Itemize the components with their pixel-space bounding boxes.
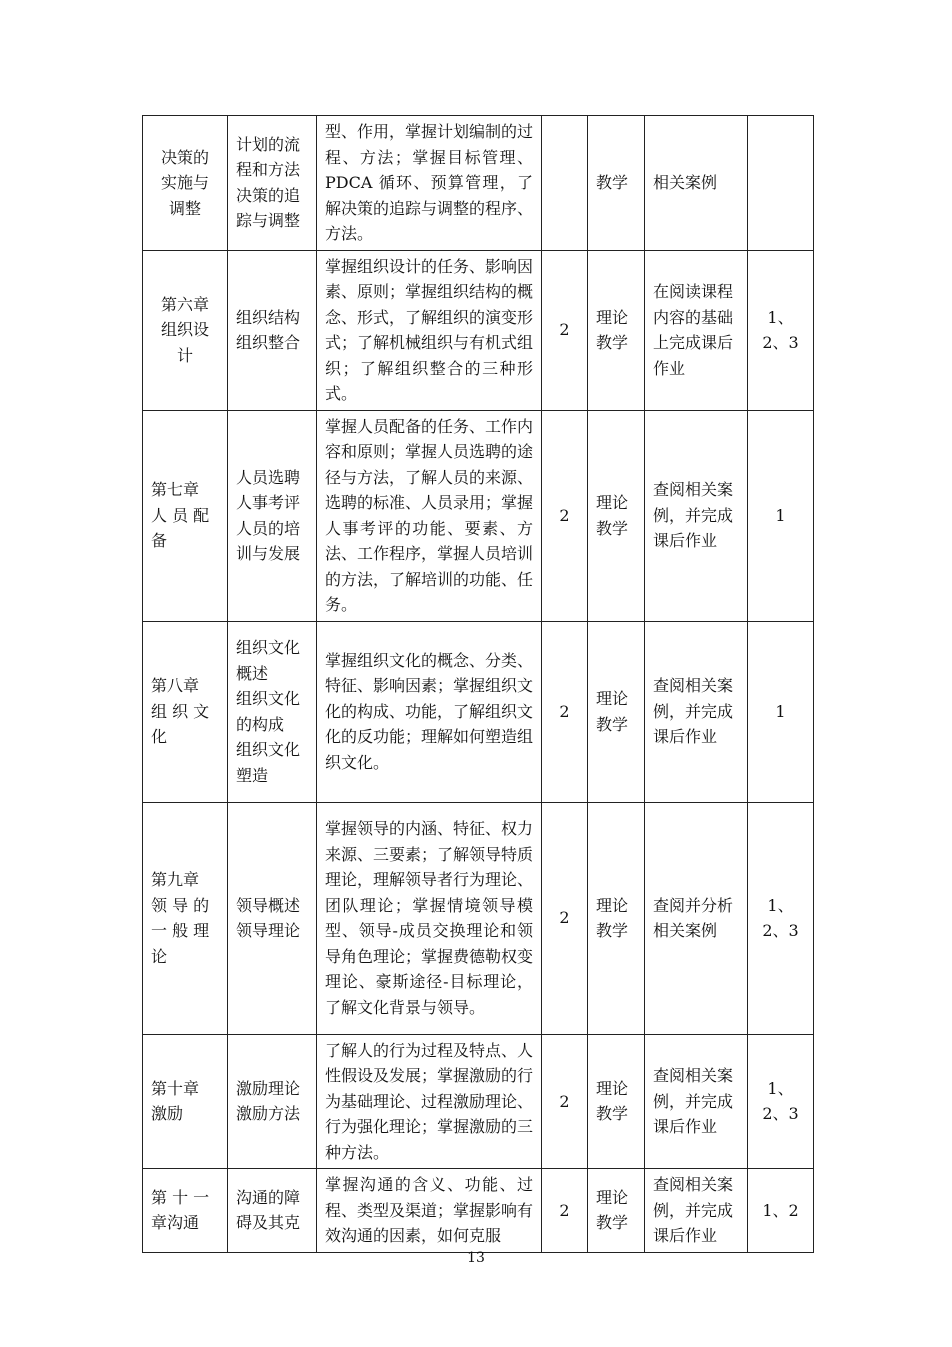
requirement-cell: 掌握人员配备的任务、工作内容和原则；掌握人员选聘的途径与方法，了解人员的来源、选聘的标准、人员录用；掌握人事考评的功能、要素、方法、工作程序，掌握人员培训的方法，了解培训的功能、任务。 <box>317 410 542 621</box>
chapter-cell: 第六章 组织设 计 <box>143 250 228 410</box>
chapter-cell: 第八章 组 织 文 化 <box>143 621 228 802</box>
hours-cell: 2 <box>542 410 588 621</box>
assignment-cell: 查阅相关案 例，并完成 课后作业 <box>645 621 748 802</box>
hours-cell: 2 <box>542 250 588 410</box>
objective-cell <box>748 116 814 251</box>
hours-cell <box>542 116 588 251</box>
topics-cell: 沟通的障 碍及其克 <box>228 1169 317 1253</box>
table-row <box>143 1169 814 1253</box>
requirement-cell: 了解人的行为过程及特点、人性假设及发展；掌握激励的行为基础理论、过程激励理论、行为强化理论；掌握激励的三种方法。 <box>317 1034 542 1169</box>
chapter-cell: 决策的 实施与 调整 <box>143 116 228 251</box>
requirement-cell: 掌握组织文化的概念、分类、特征、影响因素；掌握组织文化的构成、功能，了解组织文化的反功能；理解如何塑造组织文化。 <box>317 621 542 802</box>
chapter-cell: 第十章 激励 <box>143 1034 228 1169</box>
table-row <box>143 802 814 1034</box>
assignment-cell: 在阅读课程 内容的基础 上完成课后 作业 <box>645 250 748 410</box>
hours-cell: 2 <box>542 802 588 1034</box>
method-cell: 教学 <box>588 116 645 251</box>
topics-cell: 计划的流 程和方法 决策的追 踪与调整 <box>228 116 317 251</box>
table-row <box>143 250 814 410</box>
table-row <box>143 116 814 251</box>
hours-cell: 2 <box>542 1169 588 1253</box>
requirement-cell: 掌握领导的内涵、特征、权力来源、三要素；了解领导特质理论，理解领导者行为理论、团队理论；掌握情境领导模型、领导-成员交换理论和领导角色理论；掌握费德勒权变理论、豪斯途径-目标理论，了解文化背景与领导。 <box>317 802 542 1034</box>
objective-cell: 1 <box>748 621 814 802</box>
method-cell: 理论 教学 <box>588 250 645 410</box>
objective-cell: 1、2、3 <box>748 250 814 410</box>
hours-cell: 2 <box>542 1034 588 1169</box>
method-cell: 理论 教学 <box>588 1169 645 1253</box>
assignment-cell: 查阅相关案 例，并完成 课后作业 <box>645 1034 748 1169</box>
topics-cell: 组织文化 概述 组织文化 的构成 组织文化 塑造 <box>228 621 317 802</box>
page-number: 13 <box>467 1250 485 1266</box>
requirement-cell: 型、作用，掌握计划编制的过程、方法；掌握目标管理、PDCA 循环、预算管理，了解决策的追踪与调整的程序、方法。 <box>317 116 542 251</box>
method-cell: 理论 教学 <box>588 802 645 1034</box>
objective-cell: 1 <box>748 410 814 621</box>
course-schedule-table <box>142 115 814 1253</box>
method-cell: 理论 教学 <box>588 621 645 802</box>
chapter-cell: 第 十 一 章沟通 <box>143 1169 228 1253</box>
hours-cell: 2 <box>542 621 588 802</box>
table-row <box>143 621 814 802</box>
objective-cell: 1、2、3 <box>748 802 814 1034</box>
objective-cell: 1、2 <box>748 1169 814 1253</box>
table-row <box>143 410 814 621</box>
assignment-cell: 查阅相关案 例，并完成 课后作业 <box>645 1169 748 1253</box>
assignment-cell: 查阅相关案 例，并完成 课后作业 <box>645 410 748 621</box>
topics-cell: 领导概述 领导理论 <box>228 802 317 1034</box>
assignment-cell: 查阅并分析 相关案例 <box>645 802 748 1034</box>
table-row <box>143 1034 814 1169</box>
chapter-cell: 第七章 人 员 配 备 <box>143 410 228 621</box>
topics-cell: 人员选聘 人事考评 人员的培 训与发展 <box>228 410 317 621</box>
objective-cell: 1、2、3 <box>748 1034 814 1169</box>
requirement-cell: 掌握组织设计的任务、影响因素、原则；掌握组织结构的概念、形式，了解组织的演变形式；了解机械组织与有机式组织；了解组织整合的三种形式。 <box>317 250 542 410</box>
topics-cell: 组织结构 组织整合 <box>228 250 317 410</box>
requirement-cell: 掌握沟通的含义、功能、过程、类型及渠道；掌握影响有效沟通的因素，如何克服 <box>317 1169 542 1253</box>
chapter-cell: 第九章 领 导 的 一 般 理 论 <box>143 802 228 1034</box>
method-cell: 理论 教学 <box>588 410 645 621</box>
topics-cell: 激励理论 激励方法 <box>228 1034 317 1169</box>
assignment-cell: 相关案例 <box>645 116 748 251</box>
method-cell: 理论 教学 <box>588 1034 645 1169</box>
